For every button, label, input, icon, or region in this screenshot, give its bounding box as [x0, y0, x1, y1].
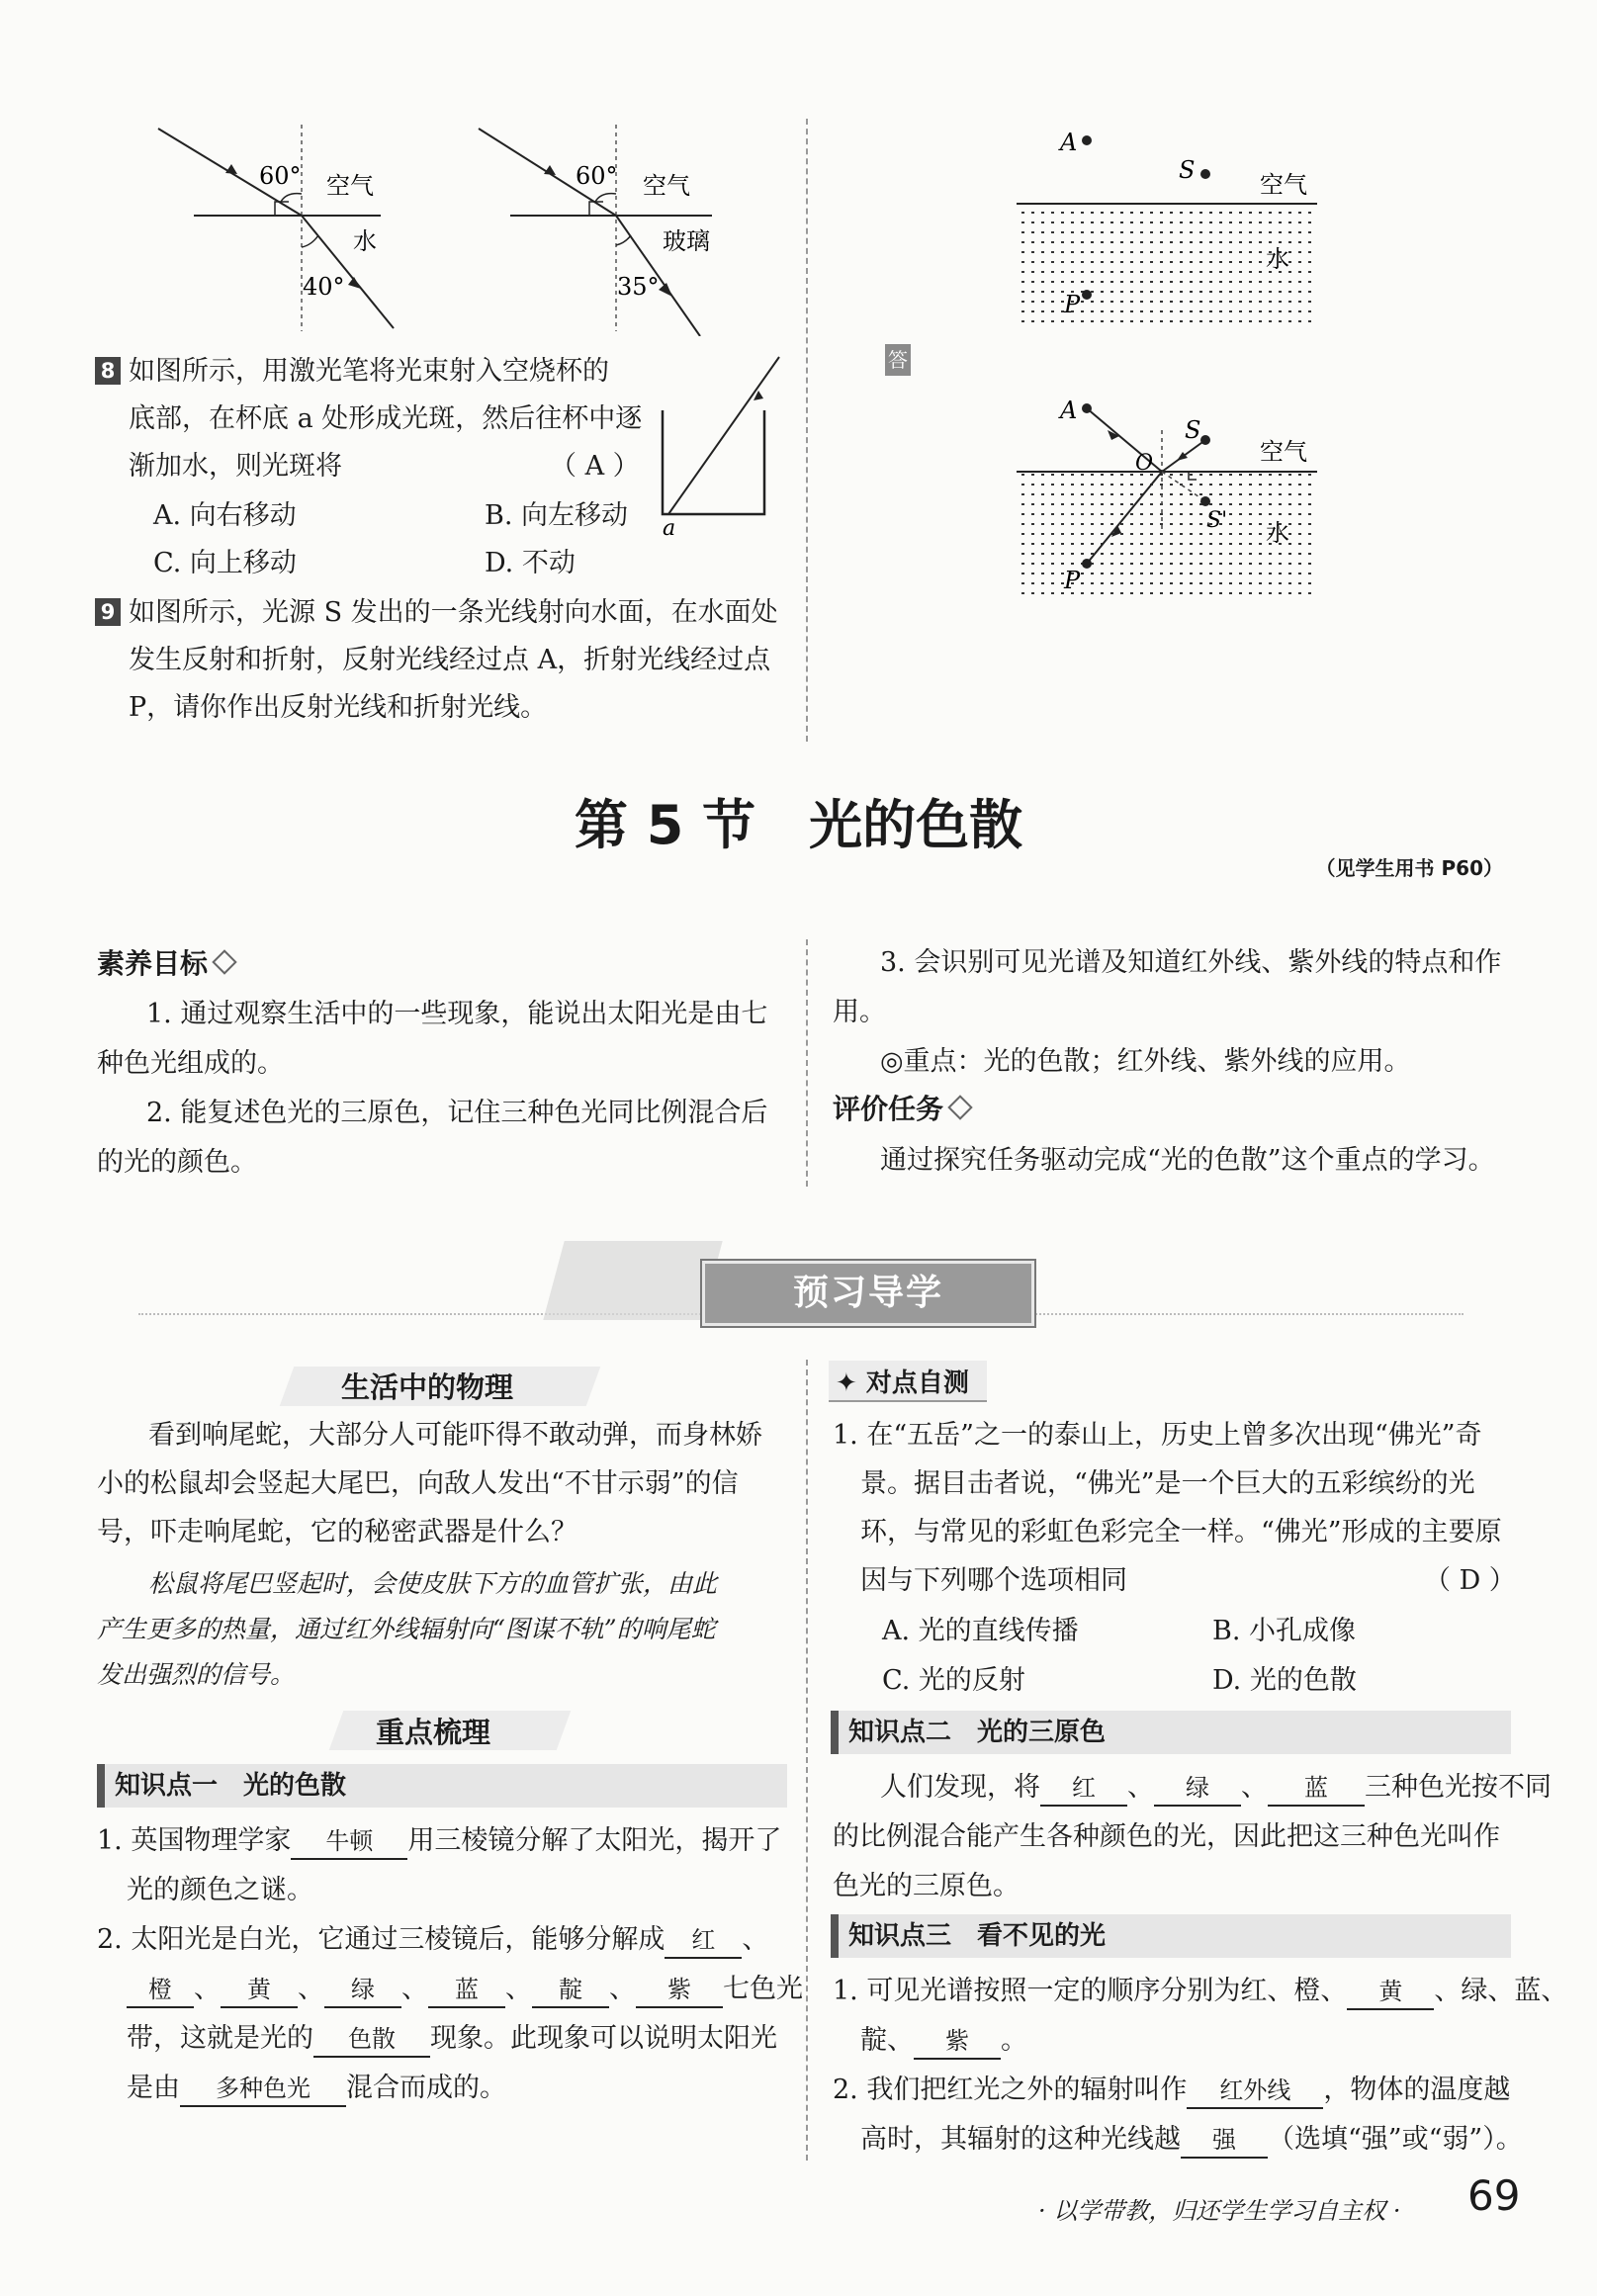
life-p2-3: 发出强烈的信号。 [97, 1660, 296, 1689]
life-p1-3: 号，吓走响尾蛇，它的秘密武器是什么？ [97, 1517, 577, 1547]
goals-heading-text: 素养目标 [97, 947, 209, 980]
q9fig-label-a: A [1060, 129, 1078, 156]
medium-top-right: 空气 [643, 172, 690, 200]
key-heading: 重点梳理 [376, 1716, 491, 1749]
beaker-figure [643, 351, 781, 539]
ansfig-label-s: S [1185, 416, 1201, 444]
st-answer: （ D ） [1424, 1565, 1516, 1596]
sparkle-icon: ✦ [836, 1369, 857, 1398]
q9-line1 [95, 589, 778, 637]
goals-heading [97, 942, 233, 982]
kp1-blank-yellow[interactable]: 黄 [221, 1973, 298, 2008]
goal-1a: 1. 通过观察生活中的一些现象，能说出太阳光是由七 [146, 999, 768, 1029]
q8-option-d: D. 不动 [485, 548, 576, 578]
st-line4: 因与下列哪个选项相同 [860, 1565, 1127, 1596]
banner-title: 预习导学 [792, 1273, 943, 1313]
st-option-b: B. 小孔成像 [1212, 1616, 1357, 1646]
st-line1: 1. 在“五岳”之一的泰山上，历史上曾多次出现“佛光”奇 [833, 1420, 1482, 1451]
sep: 、 [401, 1974, 428, 2004]
q8-text-1: 如图所示，用激光笔将光束射入空烧杯的 [129, 356, 609, 387]
diamond-icon [212, 949, 236, 974]
refraction-figure-right [475, 119, 732, 336]
refraction-figure-left [148, 119, 396, 336]
kp1-l3a: 带，这就是光的 [127, 2023, 313, 2054]
medium-top-left: 空气 [326, 172, 374, 200]
q8-option-a: A. 向右移动 [153, 500, 297, 531]
sep: 、 [1241, 1772, 1268, 1803]
kp3-s2-line2 [860, 2116, 1523, 2164]
section-ref: （见学生用书 P60） [1315, 856, 1503, 880]
kp3-heading: 知识点三 看不见的光 [831, 1914, 1511, 1958]
column-divider-top [806, 119, 808, 742]
kp1-s1-pre: 1. 英国物理学家 [97, 1825, 292, 1856]
q8-option-b: B. 向左移动 [485, 500, 629, 531]
goal-2b: 的光的颜色。 [97, 1147, 257, 1178]
kp2-blank-red[interactable]: 红 [1040, 1771, 1127, 1807]
kp1-blank-blue[interactable]: 蓝 [428, 1973, 505, 2008]
q9fig-label-water: 水 [1266, 245, 1289, 273]
kp1-colors [127, 1966, 803, 2013]
kp3-blank-violet[interactable]: 紫 [914, 2024, 1001, 2060]
kp2-blank-blue[interactable]: 蓝 [1268, 1771, 1365, 1807]
kp2-l1b: 三种色光按不同 [1365, 1772, 1552, 1803]
kp1-blank-multicolor[interactable]: 多种色光 [180, 2072, 346, 2107]
life-p1-2: 小的松鼠却会竖起大尾巴，向敌人发出“不甘示弱”的信 [97, 1468, 739, 1499]
goal-2a: 2. 能复述色光的三原色，记住三种色光同比例混合后 [146, 1098, 768, 1128]
kp2-heading: 知识点二 光的三原色 [831, 1711, 1511, 1754]
q9-line3: P，请你作出反射光线和折射光线。 [129, 692, 548, 723]
kp1-s2-post: 七色光 [723, 1974, 803, 2004]
kp1-s2-pre: 2. 太阳光是白光，它通过三棱镜后，能够分解成 [97, 1924, 665, 1955]
goal-1b: 种色光组成的。 [97, 1048, 284, 1079]
selftest-heading [836, 1363, 969, 1399]
kp3-s1-line2 [860, 2017, 1027, 2065]
kp1-s1 [97, 1817, 781, 1865]
kp1-blank-newton[interactable]: 牛顿 [291, 1824, 407, 1860]
life-p2-2: 产生更多的热量，通过红外线辐射向“图谋不轨”的响尾蛇 [97, 1615, 716, 1643]
sep: 、 [505, 1974, 532, 2004]
q8-line2: 底部，在杯底 a 处形成光斑，然后往杯中逐 [129, 403, 643, 434]
beaker-point-a: a [663, 516, 676, 539]
st-option-d: D. 光的色散 [1212, 1665, 1357, 1696]
kp3-s2 [833, 2067, 1510, 2114]
sep: 、 [194, 1974, 221, 2004]
ansfig-label-s-prime: S' [1206, 508, 1228, 533]
kp2-l1a: 人们发现，将 [880, 1772, 1040, 1803]
diamond-icon [947, 1095, 972, 1119]
angle-out-left: 40° [303, 273, 345, 301]
life-p2-1: 松鼠将尾巴竖起时，会使皮肤下方的血管扩张，由此 [148, 1569, 718, 1598]
q8-answer: （ A ） [550, 451, 640, 482]
kp1-blank-violet[interactable]: 紫 [636, 1973, 723, 2008]
column-divider-bottom [806, 1360, 808, 2161]
kp2-line2: 的比例混合能产生各种颜色的光，因此把这三种色光叫作 [833, 1821, 1500, 1852]
kp3-s2d: （选填“强”或“弱”）。 [1268, 2124, 1523, 2155]
kp3-s1 [833, 1968, 1567, 2015]
q9fig-label-air: 空气 [1260, 171, 1307, 199]
goal-3a: 3. 会识别可见光谱及知道红外线、紫外线的特点和作 [880, 947, 1502, 978]
kp1-blank-red[interactable]: 红 [665, 1923, 742, 1959]
ansfig-label-o: O [1135, 451, 1154, 476]
life-heading: 生活中的物理 [341, 1370, 514, 1404]
life-p1-1: 看到响尾蛇，大部分人可能吓得不敢动弹，而身林娇 [148, 1420, 762, 1451]
kp1-s1-post: 用三棱镜分解了太阳光，揭开了 [407, 1825, 782, 1856]
ansfig-label-p: P [1064, 567, 1081, 594]
kp1-l3b: 现象。此现象可以说明太阳光 [430, 2023, 777, 2054]
task-heading-text: 评价任务 [833, 1093, 944, 1125]
q8-option-c: C. 向上移动 [153, 548, 297, 578]
q9-number: 9 [95, 598, 121, 626]
q9-answer-figure [1009, 391, 1325, 613]
q9-text-1: 如图所示，光源 S 发出的一条光线射向水面，在水面处 [129, 597, 778, 628]
q9-figure [1009, 119, 1325, 336]
kp3-blank-infrared[interactable]: 红外线 [1187, 2074, 1323, 2109]
column-divider-goals [806, 939, 808, 1187]
kp1-s2-sep: 、 [742, 1924, 769, 1955]
q8-number: 8 [95, 357, 121, 385]
medium-bottom-left: 水 [353, 227, 377, 255]
task-text: 通过探究任务驱动完成“光的色散”这个重点的学习。 [880, 1145, 1495, 1176]
kp3-blank-yellow[interactable]: 黄 [1347, 1975, 1434, 2010]
kp1-blank-dispersion[interactable]: 色散 [313, 2022, 430, 2058]
kp1-heading: 知识点一 光的色散 [97, 1764, 787, 1808]
ansfig-label-water: 水 [1266, 519, 1289, 547]
kp2-line3: 色光的三原色。 [833, 1871, 1020, 1901]
banner-decor [543, 1241, 722, 1320]
goal-key: ◎重点：光的色散；红外线、紫外线的应用。 [880, 1046, 1411, 1077]
page-number: 69 [1467, 2171, 1521, 2220]
kp3-blank-strong[interactable]: 强 [1181, 2123, 1268, 2159]
kp3-s1a: 1. 可见光谱按照一定的顺序分别为红、橙、 [833, 1976, 1348, 2006]
kp1-s2-line4 [127, 2065, 506, 2112]
st-line3: 环，与常见的彩虹色彩完全一样。“佛光”形成的主要原 [860, 1517, 1502, 1547]
q8-line1 [95, 348, 609, 396]
q9fig-label-p: P [1064, 291, 1081, 318]
selftest-heading-text: 对点自测 [865, 1369, 969, 1398]
kp3-s1c: 靛、 [860, 2025, 914, 2056]
banner-box [702, 1261, 1034, 1326]
task-heading [833, 1088, 969, 1127]
kp1-s2 [97, 1916, 768, 1964]
ansfig-label-a: A [1060, 397, 1078, 424]
q8-line3: 渐加水，则光斑将 [129, 451, 342, 482]
goal-3b: 用。 [833, 997, 886, 1027]
sep: 、 [609, 1974, 636, 2004]
kp2-line1 [880, 1764, 1552, 1811]
kp1-l4a: 是由 [127, 2073, 180, 2103]
kp1-s2-line3 [127, 2015, 777, 2063]
footer-motto: · 以学带教，归还学生学习自主权 · [1038, 2197, 1401, 2225]
sep: 、 [1127, 1772, 1154, 1803]
sep: 、 [298, 1974, 324, 2004]
kp3-s2a: 2. 我们把红光之外的辐射叫作 [833, 2075, 1188, 2105]
kp3-s2b: ，物体的温度越 [1323, 2075, 1511, 2105]
kp2-blank-green[interactable]: 绿 [1154, 1771, 1241, 1807]
ansfig-label-air: 空气 [1260, 438, 1307, 466]
kp3-s1d: 。 [1001, 2025, 1027, 2056]
angle-out-right: 35° [617, 273, 660, 301]
answer-badge: 答 [885, 344, 911, 376]
kp1-blank-indigo[interactable]: 靛 [532, 1973, 609, 2008]
kp1-blank-orange[interactable]: 橙 [127, 1973, 194, 2008]
section-title: 第 5 节 光的色散 [574, 794, 1023, 856]
kp3-s2c: 高时，其辐射的这种光线越 [860, 2124, 1181, 2155]
angle-in-left: 60° [259, 162, 302, 190]
st-option-a: A. 光的直线传播 [882, 1616, 1079, 1646]
st-option-c: C. 光的反射 [882, 1665, 1025, 1696]
kp1-l4b: 混合而成的。 [346, 2073, 506, 2103]
kp3-s1b: 、绿、蓝、 [1434, 1976, 1568, 2006]
q9-line2: 发生反射和折射，反射光线经过点 A，折射光线经过点 [129, 645, 771, 675]
kp1-blank-green[interactable]: 绿 [324, 1973, 401, 2008]
st-line2: 景。据目击者说，“佛光”是一个巨大的五彩缤纷的光 [860, 1468, 1475, 1499]
kp1-s1-line2: 光的颜色之谜。 [127, 1875, 313, 1905]
medium-bottom-right: 玻璃 [663, 227, 710, 255]
q9fig-label-s: S [1179, 156, 1196, 184]
angle-in-right: 60° [576, 162, 618, 190]
